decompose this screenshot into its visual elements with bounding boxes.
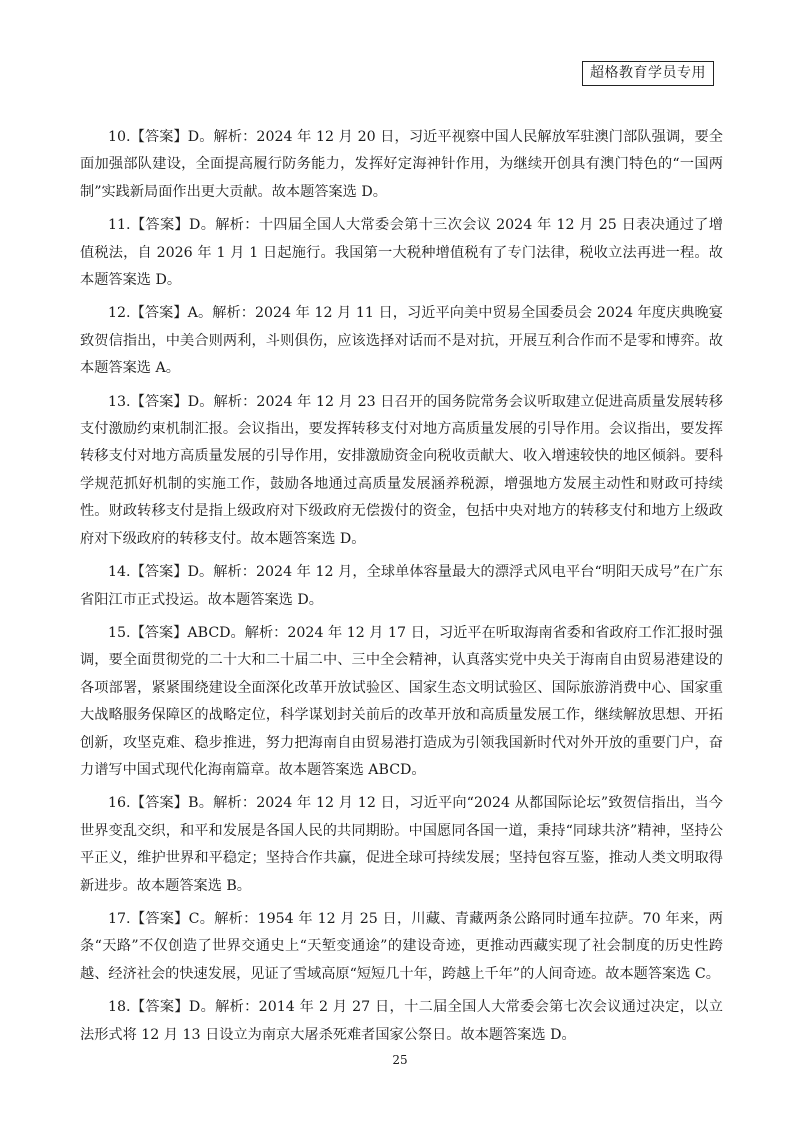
answer-18: 18.【答案】D。解析：2014 年 2 月 27 日，十二届全国人大常委会第七次会议通过决定，以立法形式将 12 月 13 日设立为南京大屠杀死难者国家公祭日。故本题答案选 D。 <box>80 999 723 1043</box>
answer-12: 12.【答案】A。解析：2024 年 12 月 11 日，习近平向美中贸易全国委员会 2024 年度庆典晚宴致贺信指出，中美合则两利，斗则俱伤，应该选择对话而不是对抗，开展互利合作而不是零和博弈。故本题答案选 A。 <box>80 305 723 377</box>
answer-15: 15.【答案】ABCD。解析：2024 年 12 月 17 日，习近平在听取海南省委和省政府工作汇报时强调，要全面贯彻党的二十大和二十届二中、三中全会精神，认真落实党中央关于海南自由贸易港建设的各项部署，紧紧围绕建设全面深化改革开放试验区、国家生态文明试验区、国际旅游消费中心、国家重大战略服务保障区的战略定位，科学谋划封关前后的改革开放和高质量发展工作，继续解放思想、开拓创新，攻坚克难、稳步推进，努力把海南自由贸易港打造成为引领我国新时代对外开放的重要门户，奋力谱写中国式现代化海南篇章。故本题答案选 ABCD。 <box>80 624 723 778</box>
answer-14: 14.【答案】D。解析：2024 年 12 月，全球单体容量最大的漂浮式风电平台“明阳天成号”在广东省阳江市正式投运。故本题答案选 D。 <box>80 564 723 608</box>
answer-list <box>80 124 723 1055</box>
answer-10: 10.【答案】D。解析：2024 年 12 月 20 日，习近平视察中国人民解放军驻澳门部队强调，要全面加强部队建设，全面提高履行防务能力，发挥好定海神针作用，为继续开创具有澳门特色的“一国两制”实践新局面作出更大贡献。故本题答案选 D。 <box>80 129 723 200</box>
answer-13: 13.【答案】D。解析：2024 年 12 月 23 日召开的国务院常务会议听取建立促进高质量发展转移支付激励约束机制汇报。会议指出，要发挥转移支付对地方高质量发展的引导作用。会议指出，要发挥转移支付对地方高质量发展的引导作用，安排激励资金向税收贡献大、收入增速较快的地区倾斜。要科学规范抓好机制的实施工作，鼓励各地通过高质量发展涵养税源，增强地方发展主动性和财政可持续性。财政转移支付是指上级政府对下级政府无偿拨付的资金，包括中央对地方的转移支付和地方上级政府对下级政府的转移支付。故本题答案选 D。 <box>80 393 723 547</box>
page-number: 25 <box>392 1053 408 1067</box>
answer-17: 17.【答案】C。解析：1954 年 12 月 25 日，川藏、青藏两条公路同时通车拉萨。70 年来，两条“天路”不仅创造了世界交通史上“天堑变通途”的建设奇迹，更推动西藏实现了社会制度的历史性跨越、经济社会的快速发展，见证了雪域高原“短短几十年，跨越上千年”的人间奇迹。故本题答案选 C。 <box>80 910 723 982</box>
answer-11: 11.【答案】D。解析：十四届全国人大常委会第十三次会议 2024 年 12 月 25 日表决通过了增值税法，自 2026 年 1 月 1 日起施行。我国第一大税种增值税有了专门法律，税收立法再进一程。故本题答案选 D。 <box>80 217 723 289</box>
header-badge: 超格教育学员专用 <box>582 61 714 86</box>
answer-16: 16.【答案】B。解析：2024 年 12 月 12 日，习近平向“2024 从都国际论坛”致贺信指出，当今世界变乱交织，和平和发展是各国人民的共同期盼。中国愿同各国一道，秉持“同球共济”精神，坚持公平正义，维护世界和平稳定；坚持合作共赢，促进全球可持续发展；坚持包容互鉴，推动人类文明取得新进步。故本题答案选 B。 <box>80 795 723 894</box>
